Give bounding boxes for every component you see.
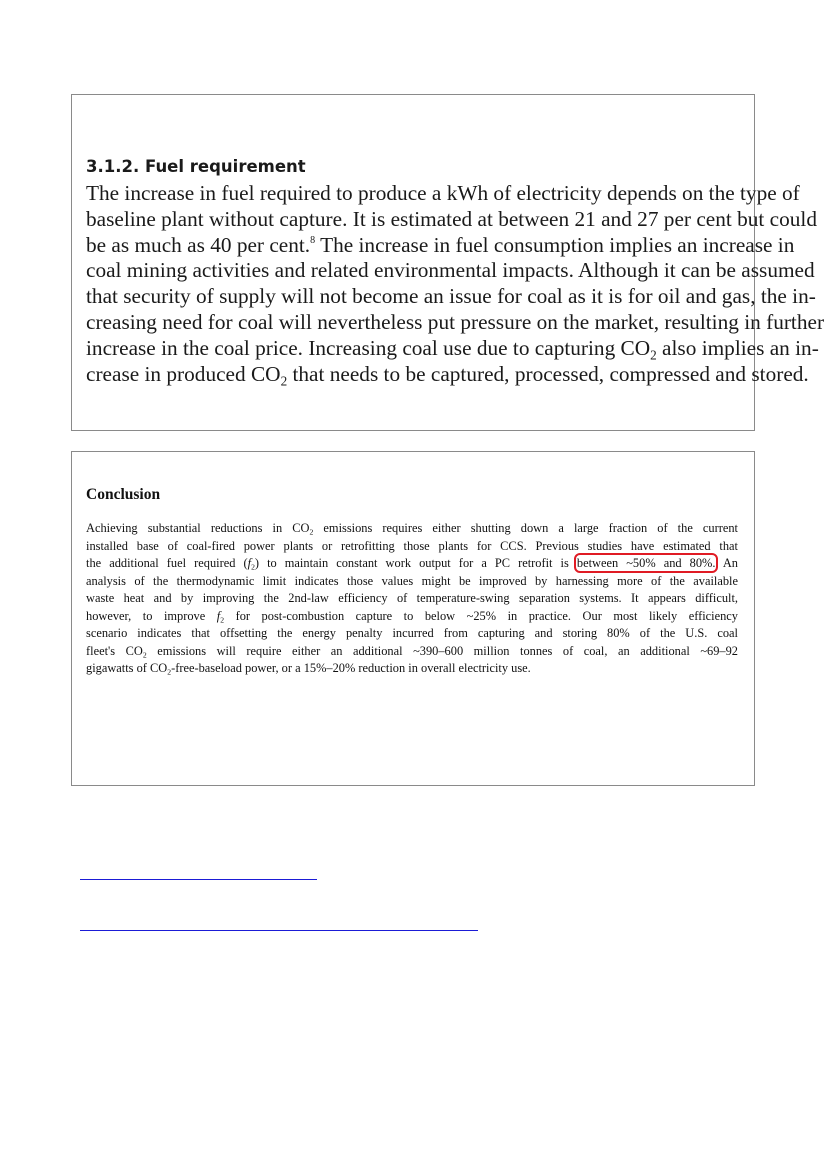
- subscript: 2: [251, 562, 255, 572]
- subscript: 2: [167, 667, 172, 677]
- subscript: 2: [142, 650, 147, 660]
- paragraph-line: coal mining activities and related environmental impacts. Although it can be assumed: [86, 258, 815, 283]
- line-text: gigawatts of CO: [86, 661, 168, 675]
- line-text: -free-baseload power, or a 15%–20% reduction in overall electricity use.: [171, 661, 531, 675]
- subscript: 2: [220, 615, 225, 625]
- variable-f: f: [247, 556, 252, 570]
- paragraph-line: creasing need for coal will nevertheless put pressure on the market, resulting in further: [86, 309, 825, 334]
- fuel-requirement-excerpt: [71, 94, 825, 431]
- line-text: The increase in fuel consumption implies an increase in: [315, 232, 795, 257]
- line-text: crease in produced CO: [86, 361, 281, 386]
- line-text: An: [715, 556, 738, 570]
- paragraph-line: [86, 608, 738, 626]
- subscript: 2: [309, 527, 314, 537]
- line-text: however, to improve: [86, 608, 217, 623]
- paragraph-line: [86, 660, 738, 678]
- paragraph-line: baseline plant without capture. It is estimated at between 21 and 27 per cent but could: [86, 206, 817, 231]
- paragraph-line: that security of supply will not become an issue for coal as it is for oil and gas, the in-: [86, 284, 816, 309]
- footnote-link-2[interactable]: [80, 930, 478, 931]
- paragraph-line: [86, 335, 819, 363]
- section-paragraph: [86, 181, 825, 389]
- conclusion-paragraph: [86, 520, 738, 678]
- variable-f: f: [216, 608, 221, 623]
- paragraph-line: [86, 520, 738, 538]
- paragraph-line: [86, 232, 795, 259]
- paragraph-line: [86, 361, 809, 389]
- paragraph-line: analysis of the thermodynamic limit indicates those values might be improved by harnessing more of the available: [86, 573, 738, 588]
- line-text: fleet's CO: [86, 643, 143, 658]
- footnote-link-1[interactable]: [80, 879, 317, 880]
- section-heading: 3.1.2. Fuel requirement: [86, 157, 306, 176]
- subscript: 2: [650, 347, 657, 363]
- paragraph-line: [86, 643, 738, 661]
- paragraph-line: waste heat and by improving the 2nd-law efficiency of temperature-swing separation systems. It appears difficult,: [86, 591, 738, 605]
- line-text: increase in the coal price. Increasing coal use due to capturing CO: [86, 335, 651, 360]
- paragraph-line: The increase in fuel required to produce a kWh of electricity depends on the type of: [86, 181, 800, 205]
- conclusion-excerpt: [71, 451, 755, 786]
- line-text: also implies an in-: [656, 335, 819, 360]
- line-text: emissions requires either shutting down a large fraction of the current: [313, 521, 739, 535]
- line-text: be as much as 40 per cent.: [86, 232, 311, 257]
- line-text: for post-combustion capture to below ~25% in practice. Our most likely efficiency: [224, 608, 739, 623]
- paragraph-line: installed base of coal-fired power plants or retrofitting those plants for CCS. Previous studies have estimated that: [86, 538, 738, 553]
- line-text: ) to maintain constant work output for a PC retrofit is: [254, 556, 577, 570]
- conclusion-heading: Conclusion: [86, 486, 161, 503]
- line-text: that needs to be captured, processed, compressed and stored.: [287, 361, 809, 386]
- paragraph-line: scenario indicates that offsetting the energy penalty incurred from capturing and storing 80% of the U.S. coal: [86, 626, 738, 640]
- footnote-marker: 8: [310, 234, 316, 246]
- subscript: 2: [280, 373, 288, 389]
- line-text: the additional fuel required (: [86, 556, 248, 570]
- line-text: Achieving substantial reductions in CO: [86, 521, 310, 535]
- highlighted-range: between ~50% and 80%.: [576, 556, 716, 570]
- paragraph-line: [86, 555, 738, 573]
- line-text: emissions will require either an additional ~390–600 million tonnes of coal, an additional ~69–92: [146, 643, 738, 658]
